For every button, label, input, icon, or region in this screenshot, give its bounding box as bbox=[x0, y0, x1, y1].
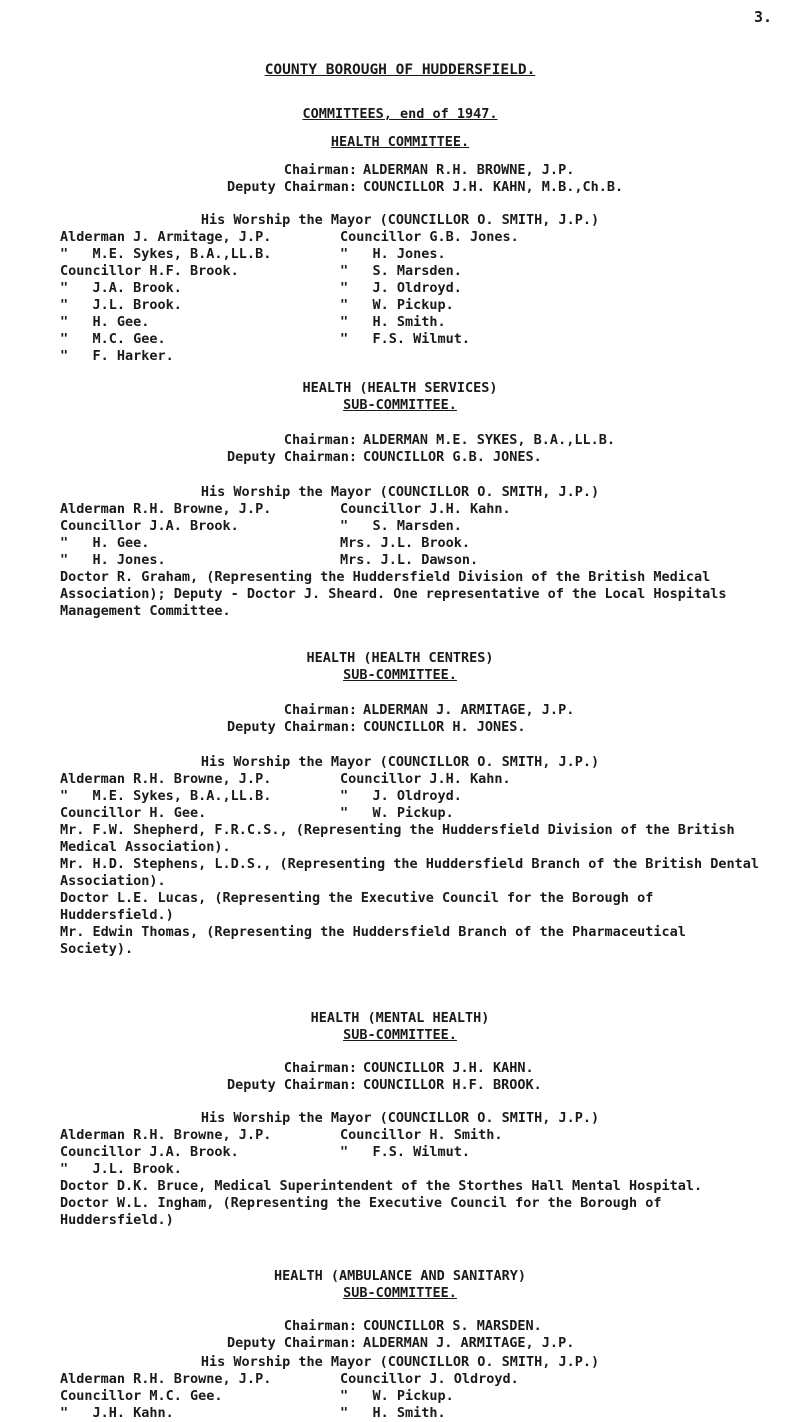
deputy-row bbox=[0, 449, 800, 466]
deputy-name: COUNCILLOR H. JONES. bbox=[363, 719, 526, 735]
section-title-sub: SUB-COMMITTEE. bbox=[343, 397, 457, 413]
chairman-name: COUNCILLOR J.H. KAHN. bbox=[363, 1060, 534, 1076]
deputy-label: Deputy Chairman: bbox=[226, 719, 357, 735]
member: " H. Jones. bbox=[340, 246, 446, 262]
members-grid bbox=[60, 1371, 660, 1421]
mayor-line: His Worship the Mayor (COUNCILLOR O. SMITH, J.P.) bbox=[200, 484, 600, 500]
members-grid bbox=[60, 229, 660, 365]
member: " J. Oldroyd. bbox=[340, 280, 462, 296]
mayor-line: His Worship the Mayor (COUNCILLOR O. SMITH, J.P.) bbox=[200, 1354, 600, 1370]
deputy-row bbox=[0, 1335, 800, 1352]
member: " J.L. Brook. bbox=[60, 297, 182, 313]
section-title-sub: SUB-COMMITTEE. bbox=[343, 1027, 457, 1043]
section-title-sub: SUB-COMMITTEE. bbox=[343, 1285, 457, 1301]
member: " J. Oldroyd. bbox=[340, 788, 462, 804]
member: " M.C. Gee. bbox=[60, 331, 166, 347]
deputy-label: Deputy Chairman: bbox=[226, 449, 357, 465]
section-title: HEALTH COMMITTEE. bbox=[330, 134, 470, 150]
member: " W. Pickup. bbox=[340, 1388, 454, 1404]
section-extra: Doctor D.K. Bruce, Medical Superintendent of the Storthes Hall Mental Hospital. Doctor W.L. Ingham, (Representing the Executive Council for the Borough of Huddersfield.) bbox=[60, 1178, 703, 1228]
member: Mrs. J.L. Dawson. bbox=[340, 552, 479, 568]
section-title-sub: SUB-COMMITTEE. bbox=[343, 667, 457, 683]
member: Councillor H. Gee. bbox=[60, 805, 207, 821]
member: " H. Gee. bbox=[60, 314, 150, 330]
chairman-name: ALDERMAN M.E. SYKES, B.A.,LL.B. bbox=[363, 432, 615, 448]
member: " W. Pickup. bbox=[340, 805, 454, 821]
member: Councillor H.F. Brook. bbox=[60, 263, 239, 279]
chairman-row bbox=[0, 1060, 800, 1077]
members-grid bbox=[60, 501, 660, 569]
member: Councillor J.H. Kahn. bbox=[340, 771, 511, 787]
section-title: HEALTH (HEALTH CENTRES) bbox=[306, 650, 494, 666]
section-extra: Mr. F.W. Shepherd, F.R.C.S., (Representing the Huddersfield Division of the British Medical Association). Mr. H.D. Stephens, L.D.S., (Representing the Huddersfield Branch of the British Dental Association). Doctor L.E. Lucas, (Representing the Executive Council for the Borough of Huddersfield.) Mr. Edwin Thomas, (Representing the Huddersfield Branch of the Pharmaceutical Society). bbox=[60, 822, 759, 957]
section-title: HEALTH (HEALTH SERVICES) bbox=[302, 380, 498, 396]
mayor-line: His Worship the Mayor (COUNCILLOR O. SMITH, J.P.) bbox=[200, 1110, 600, 1126]
member: " J.A. Brook. bbox=[60, 280, 182, 296]
member: Councillor M.C. Gee. bbox=[60, 1388, 223, 1404]
member: Alderman J. Armitage, J.P. bbox=[60, 229, 272, 245]
chairman-name: ALDERMAN R.H. BROWNE, J.P. bbox=[363, 162, 575, 178]
chairman-name: ALDERMAN J. ARMITAGE, J.P. bbox=[363, 702, 575, 718]
member: " M.E. Sykes, B.A.,LL.B. bbox=[60, 788, 272, 804]
member: Councillor J.A. Brook. bbox=[60, 1144, 239, 1160]
member: Alderman R.H. Browne, J.P. bbox=[60, 771, 272, 787]
member: Alderman R.H. Browne, J.P. bbox=[60, 501, 272, 517]
chairman-label: Chairman: bbox=[283, 432, 357, 448]
member bbox=[340, 1161, 660, 1178]
mayor-line: His Worship the Mayor (COUNCILLOR O. SMITH, J.P.) bbox=[200, 754, 600, 770]
member: Mrs. J.L. Brook. bbox=[340, 535, 471, 551]
member: Councillor G.B. Jones. bbox=[340, 229, 519, 245]
document-heading: COUNTY BOROUGH OF HUDDERSFIELD. bbox=[264, 62, 536, 78]
chairman-label: Chairman: bbox=[283, 1060, 357, 1076]
member: " H. Jones. bbox=[60, 552, 166, 568]
chairman-row bbox=[0, 1318, 800, 1335]
section-extra: Doctor R. Graham, (Representing the Huddersfield Division of the British Medical Association); Deputy - Doctor J. Sheard. One representative of the Local Hospitals Management Committee. bbox=[60, 569, 735, 619]
member: " H. Smith. bbox=[340, 1405, 446, 1421]
members-grid bbox=[60, 771, 660, 822]
member: " F. Harker. bbox=[60, 348, 174, 364]
member: Councillor J. Oldroyd. bbox=[340, 1371, 519, 1387]
member: " H. Smith. bbox=[340, 314, 446, 330]
member: " S. Marsden. bbox=[340, 263, 462, 279]
section-title: HEALTH (MENTAL HEALTH) bbox=[310, 1010, 490, 1026]
member: " S. Marsden. bbox=[340, 518, 462, 534]
deputy-label: Deputy Chairman: bbox=[226, 179, 357, 195]
chairman-label: Chairman: bbox=[283, 162, 357, 178]
chairman-label: Chairman: bbox=[283, 1318, 357, 1334]
member: Councillor J.H. Kahn. bbox=[340, 501, 511, 517]
chairman-name: COUNCILLOR S. MARSDEN. bbox=[363, 1318, 542, 1334]
chairman-row bbox=[0, 432, 800, 449]
deputy-label: Deputy Chairman: bbox=[226, 1335, 357, 1351]
deputy-row bbox=[0, 179, 800, 196]
mayor-line: His Worship the Mayor (COUNCILLOR O. SMITH, J.P.) bbox=[200, 212, 600, 228]
deputy-name: ALDERMAN J. ARMITAGE, J.P. bbox=[363, 1335, 575, 1351]
member: " J.H. Kahn. bbox=[60, 1405, 174, 1421]
deputy-name: COUNCILLOR G.B. JONES. bbox=[363, 449, 542, 465]
deputy-name: COUNCILLOR J.H. KAHN, M.B.,Ch.B. bbox=[363, 179, 624, 195]
members-grid bbox=[60, 1127, 660, 1178]
member bbox=[340, 348, 660, 365]
chairman-row bbox=[0, 702, 800, 719]
deputy-label: Deputy Chairman: bbox=[226, 1077, 357, 1093]
member: " W. Pickup. bbox=[340, 297, 454, 313]
chairman-row bbox=[0, 162, 800, 179]
member: " H. Gee. bbox=[60, 535, 150, 551]
page-number: 3. bbox=[753, 8, 772, 26]
chairman-label: Chairman: bbox=[283, 702, 357, 718]
document-subheading: COMMITTEES, end of 1947. bbox=[302, 106, 498, 122]
member: " J.L. Brook. bbox=[60, 1161, 182, 1177]
deputy-row bbox=[0, 1077, 800, 1094]
section-title: HEALTH (AMBULANCE AND SANITARY) bbox=[274, 1268, 526, 1284]
member: Alderman R.H. Browne, J.P. bbox=[60, 1371, 272, 1387]
member: Alderman R.H. Browne, J.P. bbox=[60, 1127, 272, 1143]
member: Councillor H. Smith. bbox=[340, 1127, 503, 1143]
deputy-row bbox=[0, 719, 800, 736]
deputy-name: COUNCILLOR H.F. BROOK. bbox=[363, 1077, 542, 1093]
member: " M.E. Sykes, B.A.,LL.B. bbox=[60, 246, 272, 262]
member: Councillor J.A. Brook. bbox=[60, 518, 239, 534]
member: " F.S. Wilmut. bbox=[340, 1144, 471, 1160]
member: " F.S. Wilmut. bbox=[340, 331, 471, 347]
